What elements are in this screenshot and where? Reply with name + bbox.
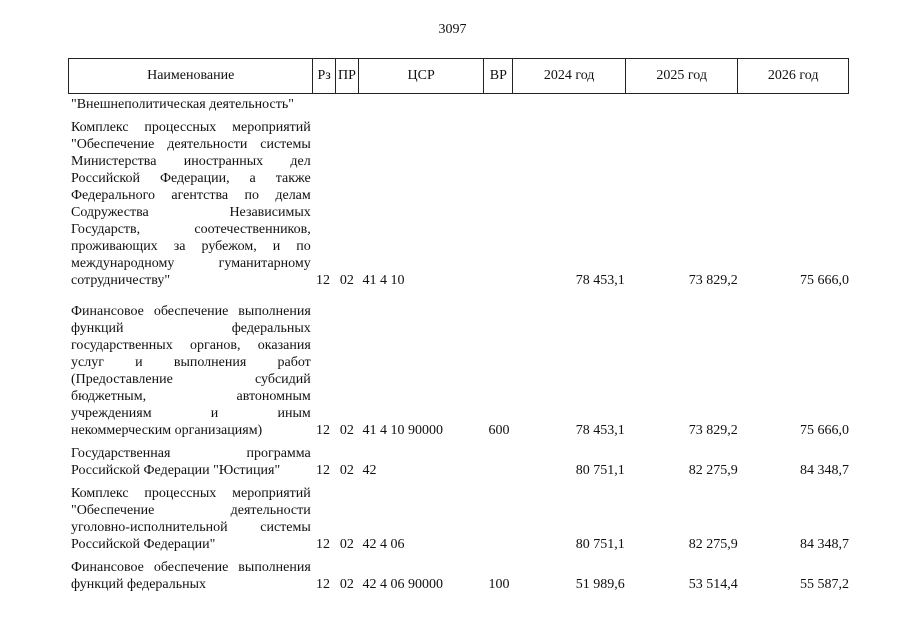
row-name-line: бюджетным, автономным: [71, 389, 311, 404]
row-name-line: сотрудничеству": [71, 273, 171, 288]
row-pr: 02: [339, 577, 354, 592]
row-value-2024: 80 751,1: [575, 537, 625, 552]
row-name: [68, 119, 311, 289]
row-value-2026: 75 666,0: [799, 423, 849, 438]
header-csr: ЦСР: [358, 59, 483, 93]
row-value-2024: 80 751,1: [575, 463, 625, 478]
row-name-line: Министерства иностранных дел: [71, 154, 311, 169]
row-value-2026: 75 666,0: [799, 273, 849, 288]
row-value-2025: 73 829,2: [688, 423, 738, 438]
row-name-line: (Предоставление субсидий: [71, 372, 311, 387]
row-name-line: Российской Федерации "Юстиция": [71, 463, 281, 478]
row-value-2025: 73 829,2: [688, 273, 738, 288]
row-name-line: функций федеральных: [71, 577, 207, 592]
row-pr: 02: [339, 273, 354, 288]
row-value-2024: 78 453,1: [575, 423, 625, 438]
row-csr: 42 4 06: [362, 537, 405, 552]
row-pr: 02: [339, 463, 354, 478]
row-value-2024: 51 989,6: [575, 577, 625, 592]
header-pr: ПР: [335, 59, 358, 93]
row-vr: 100: [488, 577, 510, 592]
row-value-2025: 82 275,9: [688, 463, 738, 478]
row-name: [68, 96, 311, 113]
row-name-line: услуг и выполнения работ: [71, 355, 311, 370]
page-number: 3097: [438, 22, 467, 37]
row-name: [68, 559, 311, 593]
row-name: [68, 303, 311, 439]
row-name-line: Федерального агентства по делам: [71, 188, 311, 203]
header-2024: 2024 год: [512, 59, 625, 93]
table-row: [68, 559, 849, 593]
row-rz: 12: [315, 463, 330, 478]
table-header: [68, 58, 849, 94]
table-row: [68, 445, 849, 479]
header-2026: 2026 год: [737, 59, 848, 93]
row-name-line: "Обеспечение деятельности системы: [71, 137, 311, 152]
table-row: [68, 303, 849, 439]
row-value-2025: 82 275,9: [688, 537, 738, 552]
row-name-line: государственных органов, оказания: [71, 338, 311, 353]
table-body: [68, 96, 849, 599]
row-name-line: учреждениям и иным: [71, 406, 311, 421]
row-value-2026: 84 348,7: [799, 463, 849, 478]
row-name: [68, 445, 311, 479]
header-vr: ВР: [483, 59, 512, 93]
row-pr: 02: [339, 537, 354, 552]
header-name: Наименование: [147, 68, 235, 83]
table-row: [68, 485, 849, 553]
table-row: [68, 96, 849, 113]
row-rz: 12: [315, 577, 330, 592]
row-name-line: Финансовое обеспечение выполнения: [71, 304, 311, 319]
row-name-line: проживающих за рубежом, и по: [71, 239, 311, 254]
row-csr: 42 4 06 90000: [362, 577, 444, 592]
row-value-2026: 84 348,7: [799, 537, 849, 552]
row-pr: 02: [339, 423, 354, 438]
row-rz: 12: [315, 537, 330, 552]
row-name-line: функций федеральных: [71, 321, 311, 336]
row-name-line: Содружества Независимых: [71, 205, 311, 220]
row-csr: 42: [362, 463, 377, 478]
row-rz: 12: [315, 423, 330, 438]
row-csr: 41 4 10: [362, 273, 405, 288]
row-name-line: некоммерческим организациям): [71, 423, 263, 438]
row-name-line: "Обеспечение деятельности: [71, 503, 311, 518]
header-rz: Рз: [312, 59, 334, 93]
row-name-line: уголовно-исполнительной системы: [71, 520, 311, 535]
table-row: [68, 119, 849, 289]
row-csr: 41 4 10 90000: [362, 423, 444, 438]
row-name-line: Комплекс процессных мероприятий: [71, 486, 311, 501]
row-name-line: Государственная программа: [71, 446, 311, 461]
row-name-line: Финансовое обеспечение выполнения: [71, 560, 311, 575]
row-rz: 12: [315, 273, 330, 288]
row-value-2024: 78 453,1: [575, 273, 625, 288]
header-2025: 2025 год: [625, 59, 738, 93]
row-name-line: Государств, соотечественников,: [71, 222, 311, 237]
row-value-2026: 55 587,2: [799, 577, 849, 592]
row-name-line: международному гуманитарному: [71, 256, 311, 271]
row-name: [68, 485, 311, 553]
row-value-2025: 53 514,4: [688, 577, 738, 592]
row-name-line: Российской Федерации": [71, 537, 216, 552]
row-vr: 600: [488, 423, 510, 438]
row-name-line: Российской Федерации, а также: [71, 171, 311, 186]
row-name-line: "Внешнеполитическая деятельность": [71, 97, 294, 112]
row-name-line: Комплекс процессных мероприятий: [71, 120, 311, 135]
